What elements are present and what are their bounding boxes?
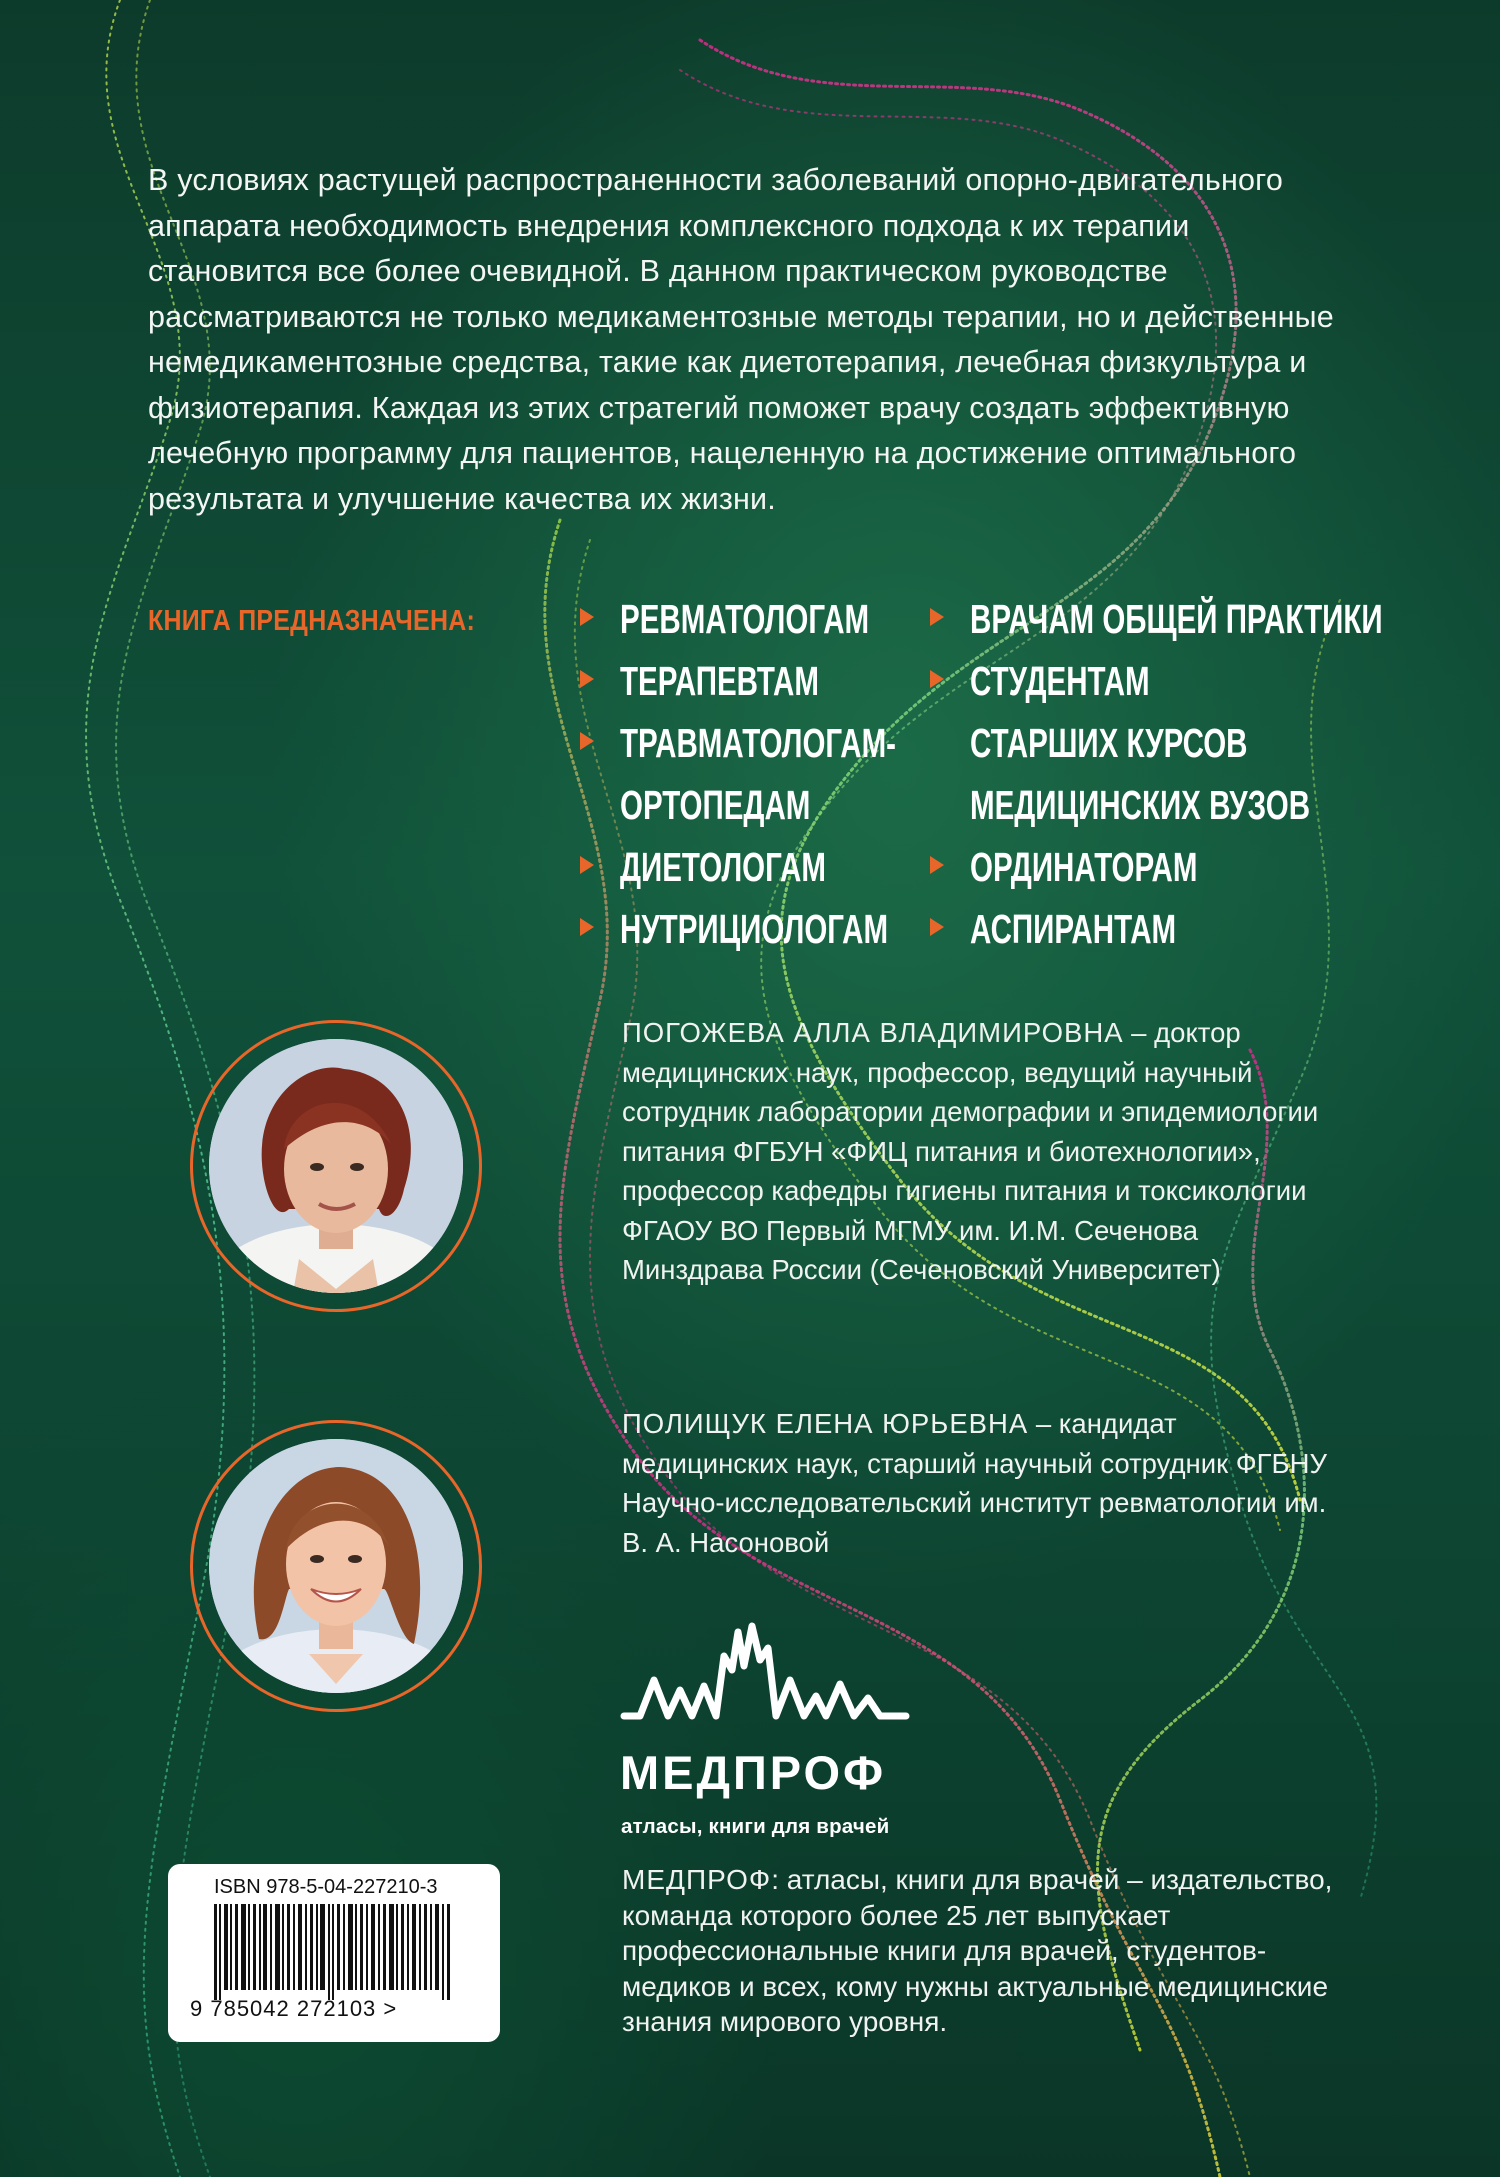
triangle-bullet-icon xyxy=(580,670,594,688)
audience-item: МЕДИЦИНСКИХ ВУЗОВ xyxy=(970,782,1311,828)
author-name: ПОГОЖЕВА АЛЛА ВЛАДИМИРОВНА xyxy=(622,1017,1124,1048)
publisher-logo xyxy=(620,1620,920,1730)
audience-item: АСПИРАНТАМ xyxy=(928,904,1500,966)
audience-list-right xyxy=(928,594,1500,966)
audience-item: ОРДИНАТОРАМ xyxy=(928,842,1500,904)
triangle-bullet-icon xyxy=(580,856,594,874)
audience-item: СТУДЕНТАМ xyxy=(928,656,1500,718)
triangle-bullet-icon xyxy=(930,918,944,936)
author-photo xyxy=(190,1020,482,1312)
barcode-digits: 9 785042 272103 > xyxy=(190,1996,398,2021)
isbn-number: ISBN 978-5-04-227210-3 xyxy=(214,1876,438,1898)
barcode-bars-icon xyxy=(214,1904,454,2000)
author-description: – доктор медицинских наук, профессор, ведущий научный сотрудник лаборатории демографии и эпидемиологии питания ФГБУН «ФИЦ питания и биотехнологии», профессор кафедры гигиены питания и токсикологии ФГАОУ ВО Первый МГМУ им. И.М. Сеченова Минздрава России (Сеченовский Университет) xyxy=(622,1017,1319,1285)
intro-paragraph: В условиях растущей распространенности заболеваний опорно-двигательного аппарата необходимость внедрения комплексного подхода к их терапии становится все более очевидной. В данном практическом руководстве рассматриваются не только медикаментозные методы терапии, но и действенные немедикаментозные средства, такие как диетотерапия, лечебная физкультура и физиотерапия. Каждая из этих стратегий поможет врачу создать эффективную лечебную программу для пациентов, нацеленную на достижение оптимального результата и улучшение качества их жизни. xyxy=(148,163,1334,516)
publisher-text: : атласы, книги для врачей – издательство, команда которого более 25 лет выпускает профессиональные книги для врачей, студентов-медиков и всех, кому нужны актуальные медицинские знания мирового уровня. xyxy=(622,1864,1333,2037)
avatar xyxy=(209,1439,463,1693)
triangle-bullet-icon xyxy=(930,670,944,688)
audience-item: ТЕРАПЕВТАМ xyxy=(578,656,1003,718)
author-name: ПОЛИЩУК ЕЛЕНА ЮРЬЕВНА xyxy=(622,1408,1029,1439)
audience-item: ОРТОПЕДАМ xyxy=(620,782,811,828)
audience-heading: КНИГА ПРЕДНАЗНАЧЕНА: xyxy=(148,605,476,637)
triangle-bullet-icon xyxy=(580,608,594,626)
publisher-tagline: атласы, книги для врачей xyxy=(621,1815,890,1838)
triangle-bullet-icon xyxy=(580,918,594,936)
audience-item: РЕВМАТОЛОГАМ xyxy=(578,594,1003,656)
audience-item: ВРАЧАМ ОБЩЕЙ ПРАКТИКИ xyxy=(928,594,1500,656)
triangle-bullet-icon xyxy=(930,608,944,626)
publisher-logo-name: МЕДПРОФ xyxy=(620,1746,887,1799)
author-photo xyxy=(190,1420,482,1712)
barcode xyxy=(168,1864,500,2042)
publisher-name: МЕДПРОФ xyxy=(622,1864,772,1895)
publisher-description xyxy=(622,1862,1340,2040)
triangle-bullet-icon xyxy=(580,732,594,750)
author-description: – кандидат медицинских наук, старший научный сотрудник ФГБНУ Научно-исследовательский институт ревматологии им. В. А. Насоновой xyxy=(622,1408,1327,1558)
audience-item: ТРАВМАТОЛОГАМ- xyxy=(578,718,1003,780)
triangle-bullet-icon xyxy=(930,856,944,874)
audience-item: НУТРИЦИОЛОГАМ xyxy=(578,904,1003,966)
author-bio xyxy=(622,1404,1342,1562)
author-bio xyxy=(622,1013,1342,1290)
audience-item: СТАРШИХ КУРСОВ xyxy=(970,720,1248,766)
avatar xyxy=(209,1039,463,1293)
audience-item: ДИЕТОЛОГАМ xyxy=(578,842,1003,904)
skyline-logo-icon xyxy=(620,1620,910,1730)
